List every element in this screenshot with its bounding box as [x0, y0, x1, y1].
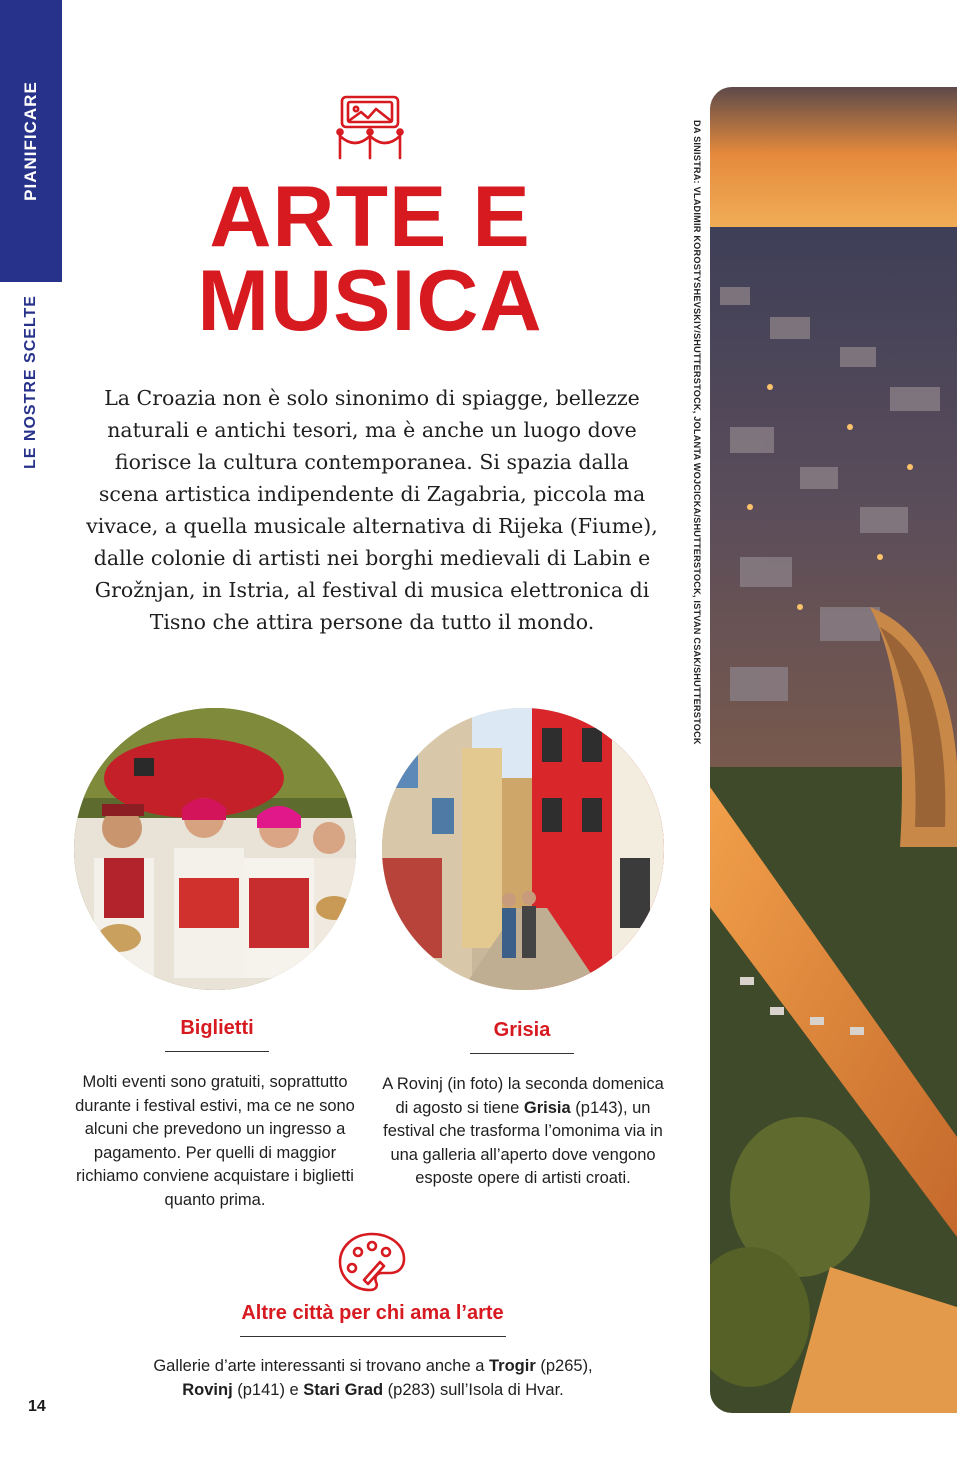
- grisia-text-part-2: (p143), un festival che trasforma l’omonima via in una galleria all’aperto dove vengono esposte opere di artisti croati.: [383, 1098, 663, 1187]
- grisia-text-part-1: A Rovinj (in foto) la seconda domenica di agosto si tiene: [382, 1075, 664, 1117]
- other-cities-text-3: (p141) e: [232, 1380, 304, 1399]
- page-title: [130, 169, 610, 349]
- page-number: 14: [28, 1398, 46, 1415]
- other-cities-bold-2: Rovinj: [182, 1380, 233, 1399]
- other-cities-heading-rule: [240, 1336, 506, 1337]
- sidebar-section-label: PIANIFICARE: [21, 81, 40, 201]
- grisia-heading-rule: [470, 1053, 574, 1054]
- tickets-heading-rule: [165, 1051, 269, 1052]
- other-cities-text-2: (p265),: [535, 1357, 593, 1375]
- sidebar-subsection-label: LE NOSTRE SCELTE: [22, 295, 39, 469]
- gallery-frame-icon: [334, 92, 406, 164]
- city-aerial-photo: [710, 87, 957, 1413]
- other-cities-text: [130, 1355, 616, 1402]
- folk-costume-photo: [74, 708, 356, 990]
- page-title-line-2: MUSICA: [197, 253, 543, 349]
- sidebar-section-tab: [0, 0, 62, 282]
- sidebar-subsection-tab: [0, 282, 62, 482]
- tickets-heading: Biglietti: [180, 1017, 254, 1039]
- other-cities-text-4: (p283) sull’Isola di Hvar.: [383, 1380, 564, 1399]
- grisia-text-bold: Grisia: [523, 1098, 571, 1117]
- other-cities-bold-3: Stari Grad: [303, 1380, 384, 1399]
- grisia-text: [382, 1073, 664, 1191]
- other-cities-bold-1: Trogir: [489, 1357, 536, 1375]
- other-cities-text-1: Gallerie d’arte interessanti si trovano anche a: [153, 1357, 490, 1375]
- palette-icon: [336, 1230, 408, 1294]
- tickets-text: Molti eventi sono gratuiti, soprattutto durante i festival estivi, ma ce ne sono alcuni che prevedono un ingresso a pagamento. Per quelli di maggior richiamo conviene acquistare i biglietti quanto prima.: [75, 1073, 355, 1209]
- page-title-line-1: ARTE E: [209, 169, 531, 265]
- intro-paragraph: La Croazia non è solo sinonimo di spiagge, bellezze naturali e antichi tesori, ma è anche un luogo dove fiorisce la cultura contemporanea. Si spazia dalla scena artistica indipendente di Zagabria, piccola ma vivace, a quella musicale alternativa di Rijeka (Fiume), dalle colonie di artisti nei borghi medievali di Labin e Grožnjan, in Istria, al festival di musica elettronica di Tisno che attira persone da tutto il mondo.: [86, 386, 658, 634]
- grisia-heading: Grisia: [493, 1019, 551, 1041]
- other-cities-heading: Altre città per chi ama l’arte: [241, 1302, 504, 1324]
- rovinj-street-photo: [382, 708, 664, 990]
- photo-credits-text: DA SINISTRA: VLADIMIR KOROSTYSHEVSKIY/SHUTTERSTOCK, JOLANTA WOJCICKA/SHUTTERSTOCK, ISTVAN CSAK/SHUTTERSTOCK: [692, 120, 702, 745]
